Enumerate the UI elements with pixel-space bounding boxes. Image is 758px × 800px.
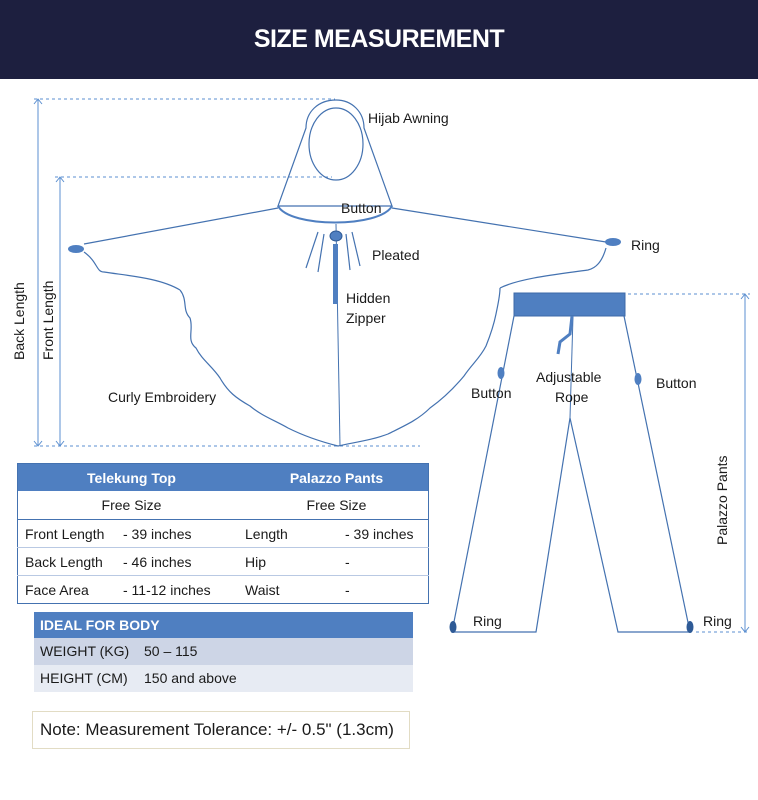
adjustable-rope-marker xyxy=(558,316,572,354)
height-label: HEIGHT (CM) xyxy=(40,670,128,686)
pants-left-button-marker xyxy=(498,367,505,379)
left-sleeve-bottom xyxy=(84,252,180,290)
top-label: Front Length xyxy=(18,520,124,548)
ideal-for-body-header: IDEAL FOR BODY xyxy=(34,612,413,638)
label-button-top: Button xyxy=(341,200,382,216)
top-label: Face Area xyxy=(18,576,124,604)
label-adjustable-rope-1: Adjustable xyxy=(536,369,602,385)
pants-label: Length xyxy=(245,520,345,548)
table-row xyxy=(18,548,429,576)
pants-free-size: Free Size xyxy=(245,491,429,520)
table-row xyxy=(18,520,429,548)
label-hijab-awning: Hijab Awning xyxy=(368,110,449,126)
label-back-length: Back Length xyxy=(11,282,27,360)
top-value: - 11-12 inches xyxy=(123,576,245,604)
header-telekung-top: Telekung Top xyxy=(18,464,246,492)
pants-right-button-marker xyxy=(635,373,642,385)
top-value: - 46 inches xyxy=(123,548,245,576)
pants-value: - 39 inches xyxy=(345,520,429,548)
hidden-zipper-marker xyxy=(333,244,338,304)
label-hidden-zipper-2: Zipper xyxy=(346,310,386,326)
height-row xyxy=(34,665,413,692)
pants-left-ring-marker xyxy=(450,621,457,633)
weight-value: 50 – 115 xyxy=(144,643,198,659)
face-opening xyxy=(309,108,363,180)
weight-label: WEIGHT (KG) xyxy=(40,643,130,659)
right-sleeve-bottom xyxy=(500,248,606,288)
pants-waistband xyxy=(514,293,625,316)
header-palazzo-pants: Palazzo Pants xyxy=(245,464,429,492)
label-pleated: Pleated xyxy=(372,247,420,263)
measurement-note: Note: Measurement Tolerance: +/- 0.5" (1.3cm) xyxy=(32,711,410,749)
label-ring-right: Ring xyxy=(703,613,732,629)
pants-value: - xyxy=(345,576,429,604)
pants-label: Hip xyxy=(245,548,345,576)
ideal-for-body-box xyxy=(34,612,413,692)
button-marker xyxy=(330,231,342,241)
pants-outline xyxy=(452,316,690,632)
label-front-length: Front Length xyxy=(40,280,56,360)
label-curly-embroidery: Curly Embroidery xyxy=(108,389,217,405)
top-label: Back Length xyxy=(18,548,124,576)
page-title: SIZE MEASUREMENT xyxy=(253,25,505,53)
palazzo-pants-drawing xyxy=(452,316,690,632)
left-sleeve-top xyxy=(84,208,278,244)
pants-right-ring-marker xyxy=(687,621,694,633)
pants-label: Waist xyxy=(245,576,345,604)
palazzo-pants-dimension xyxy=(628,294,750,632)
label-pants-button-left: Button xyxy=(471,385,512,401)
height-value: 150 and above xyxy=(144,670,237,686)
label-palazzo-pants-dim: Palazzo Pants xyxy=(714,455,730,545)
top-value: - 39 inches xyxy=(123,520,245,548)
label-pants-button-right: Button xyxy=(656,375,697,391)
label-ring-left: Ring xyxy=(473,613,502,629)
table-row xyxy=(18,576,429,604)
right-ring-marker xyxy=(605,238,621,246)
weight-row xyxy=(34,638,413,665)
right-sleeve-top xyxy=(392,208,606,242)
label-adjustable-rope-2: Rope xyxy=(555,389,589,405)
top-free-size: Free Size xyxy=(18,491,246,520)
label-hidden-zipper-1: Hidden xyxy=(346,290,391,306)
label-ring-top: Ring xyxy=(631,237,660,253)
size-table xyxy=(17,463,429,604)
pants-value: - xyxy=(345,548,429,576)
left-ring-marker xyxy=(68,245,84,253)
